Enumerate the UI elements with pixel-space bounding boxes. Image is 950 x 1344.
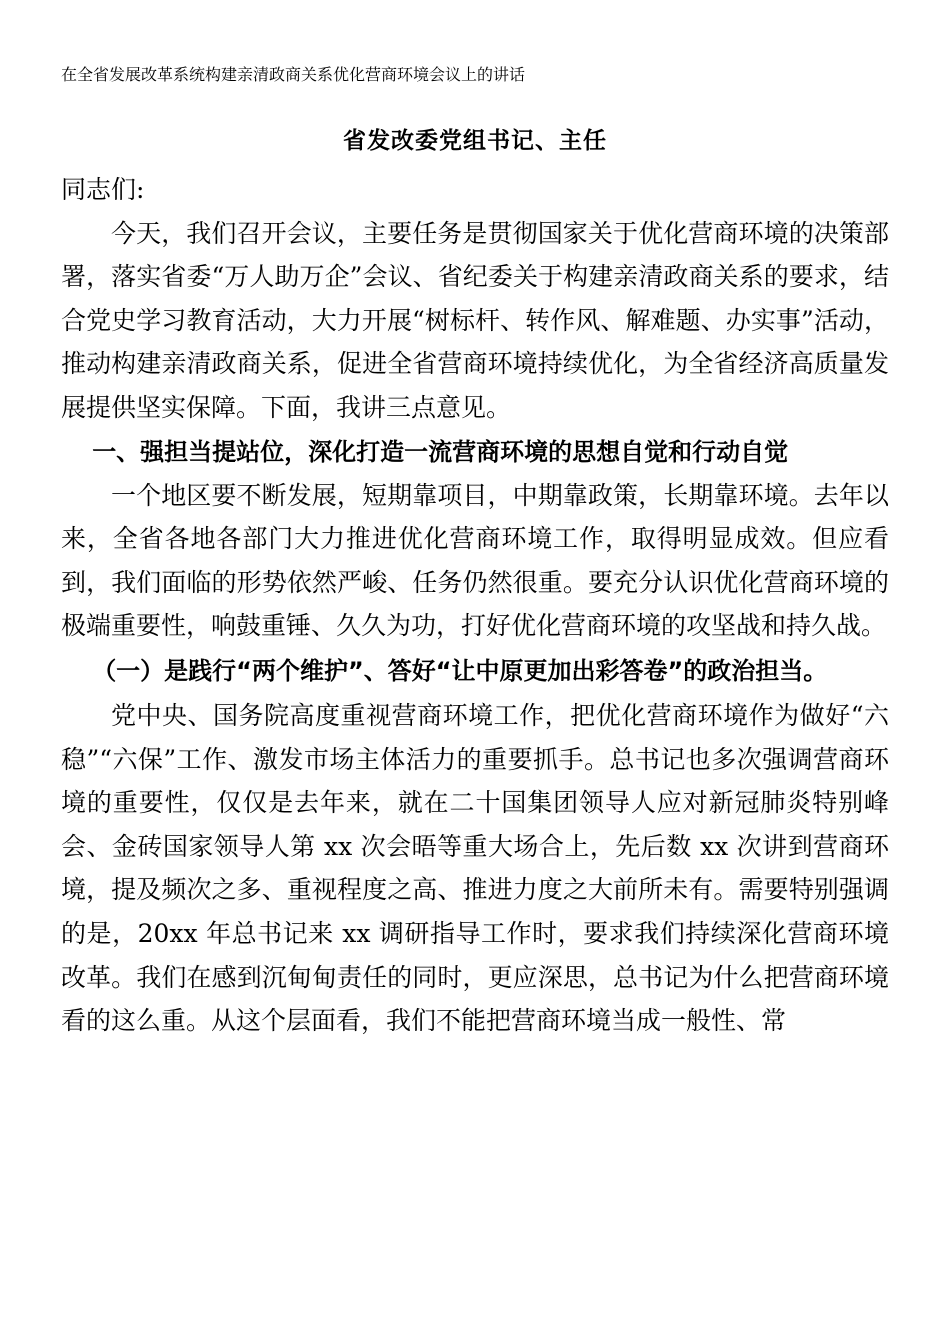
document-body — [61, 168, 889, 1043]
paragraph-subsection-1-1: 党中央、国务院高度重视营商环境工作，把优化营商环境作为做好“六稳”“六保”工作、激发市场主体活力的重要抓手。总书记也多次强调营商环境的重要性，仅仅是去年来，就在二十国集团领导人应对新冠肺炎特别峰会、金砖国家领导人第 xx 次会晤等重大场合上，先后数 xx 次讲到营商环境，提及频次之多、重视程度之高、推进力度之大前所未有。需要特别强调的是，20xx 年总书记来 xx 调研指导工作时，要求我们持续深化营商环境改革。我们在感到沉甸甸责任的同时，更应深思，总书记为什么把营商环境看的这么重。从这个层面看，我们不能把营商环境当成一般性、常 — [61, 700, 889, 1036]
salutation: 同志们: — [61, 175, 145, 204]
speaker-title: 省发改委党组书记、主任 — [343, 128, 607, 154]
subsection-heading-1-1: （一）是践行“两个维护”、答好“让中原更加出彩答卷”的政治担当。 — [92, 656, 828, 685]
paragraph-intro: 今天，我们召开会议，主要任务是贯彻国家关于优化营商环境的决策部署，落实省委“万人助万企”会议、省纪委关于构建亲清政商关系的要求，结合党史学习教育活动，大力开展“树标杆、转作风、解难题、办实事”活动，推动构建亲清政商关系，促进全省营商环境持续优化，为全省经济高质量发展提供坚实保障。下面，我讲三点意见。 — [61, 218, 889, 422]
running-header: 在全省发展改革系统构建亲清政商关系优化营商环境会议上的讲话 — [61, 65, 526, 84]
paragraph-section-1: 一个地区要不断发展，短期靠项目，中期靠政策，长期靠环境。去年以来，全省各地各部门大力推进优化营商环境工作，取得明显成效。但应看到，我们面临的形势依然严峻、任务仍然很重。要充分认识优化营商环境的极端重要性，响鼓重锤、久久为功，打好优化营商环境的攻坚战和持久战。 — [61, 480, 889, 641]
section-heading-1: 一、强担当提站位，深化打造一流营商环境的思想自觉和行动自觉 — [92, 437, 789, 466]
